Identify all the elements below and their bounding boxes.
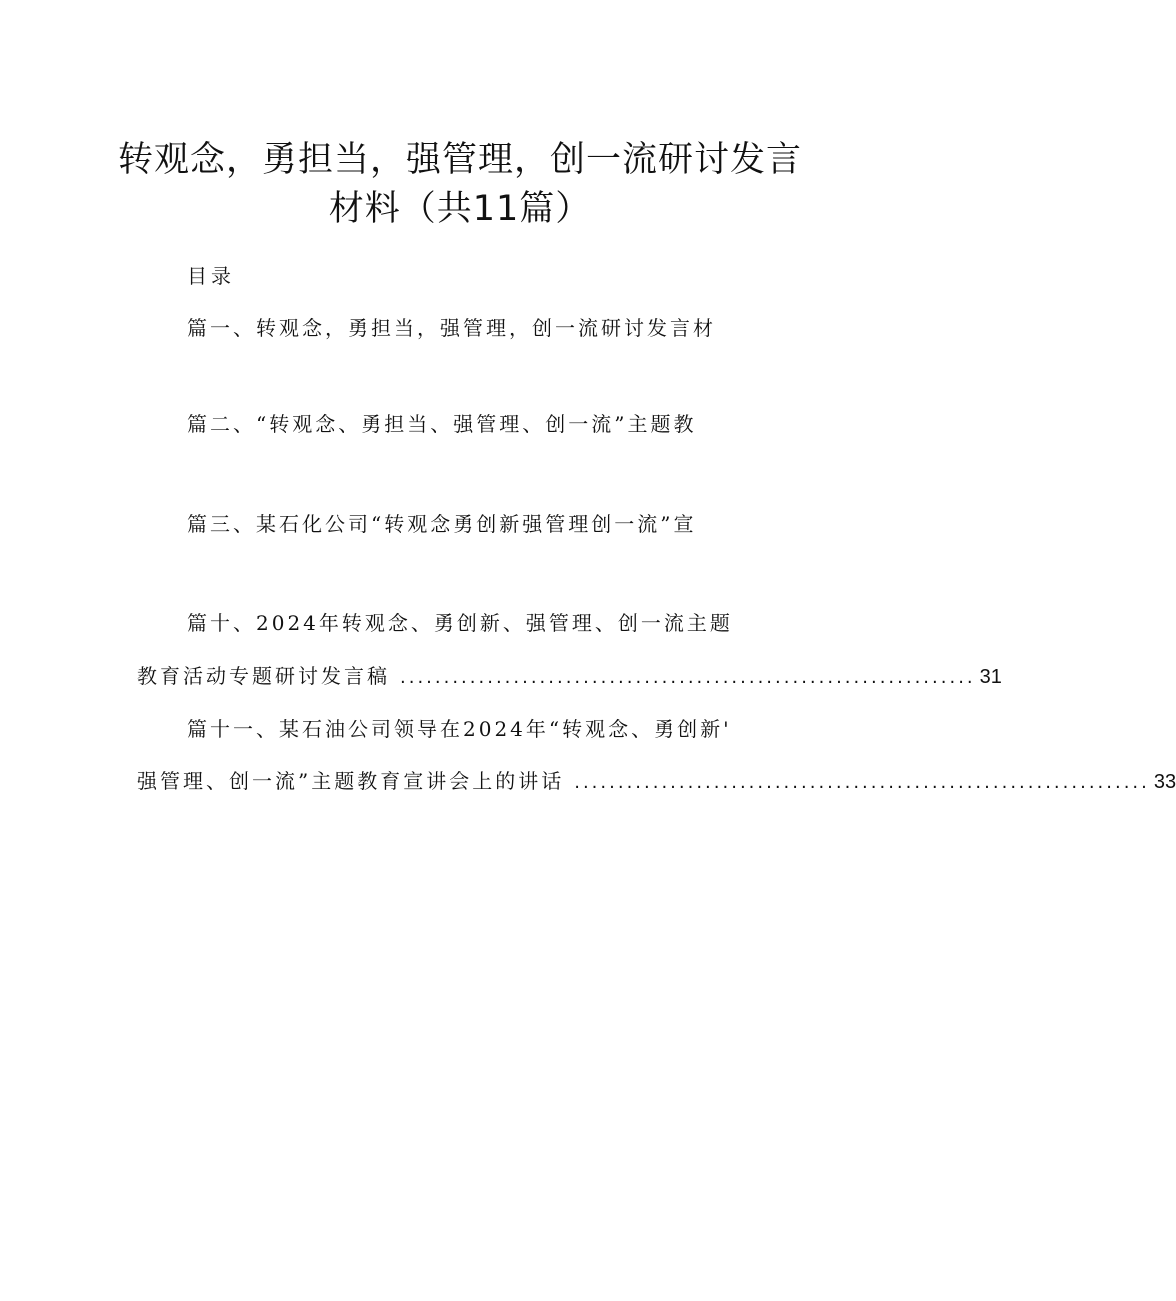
toc-entry-3[interactable]: 篇三、某石化公司“转观念勇创新强管理创一流”宣 <box>187 512 697 536</box>
toc-heading: 目录 <box>187 264 235 288</box>
toc-dot-leader: .................................................................. <box>574 772 1150 793</box>
toc-entry-11-line-2[interactable] <box>137 765 1176 794</box>
toc-entry-11-page-number: 33 <box>1153 771 1176 793</box>
toc-entry-10-page-number: 31 <box>979 666 1002 688</box>
toc-entry-10-line-2[interactable] <box>137 660 1002 689</box>
toc-entry-2[interactable]: 篇二、“转观念、勇担当、强管理、创一流”主题教 <box>187 412 697 436</box>
toc-dot-leader: .................................................................. <box>400 667 976 688</box>
document-title-line-1: 转观念，勇担当，强管理，创一流研讨发言 <box>117 140 802 180</box>
toc-entry-11-line-1[interactable]: 篇十一、某石油公司领导在2024年“转观念、勇创新' <box>187 717 732 741</box>
document-title-line-2: 材料（共11篇） <box>328 189 592 229</box>
toc-entry-10-text: 教育活动专题研讨发言稿 <box>137 664 390 688</box>
toc-entry-11-text: 强管理、创一流”主题教育宣讲会上的讲话 <box>137 769 565 793</box>
toc-entry-1[interactable]: 篇一、转观念，勇担当，强管理，创一流研讨发言材 <box>187 316 716 340</box>
toc-entry-10-line-1[interactable]: 篇十、2024年转观念、勇创新、强管理、创一流主题 <box>187 611 733 635</box>
